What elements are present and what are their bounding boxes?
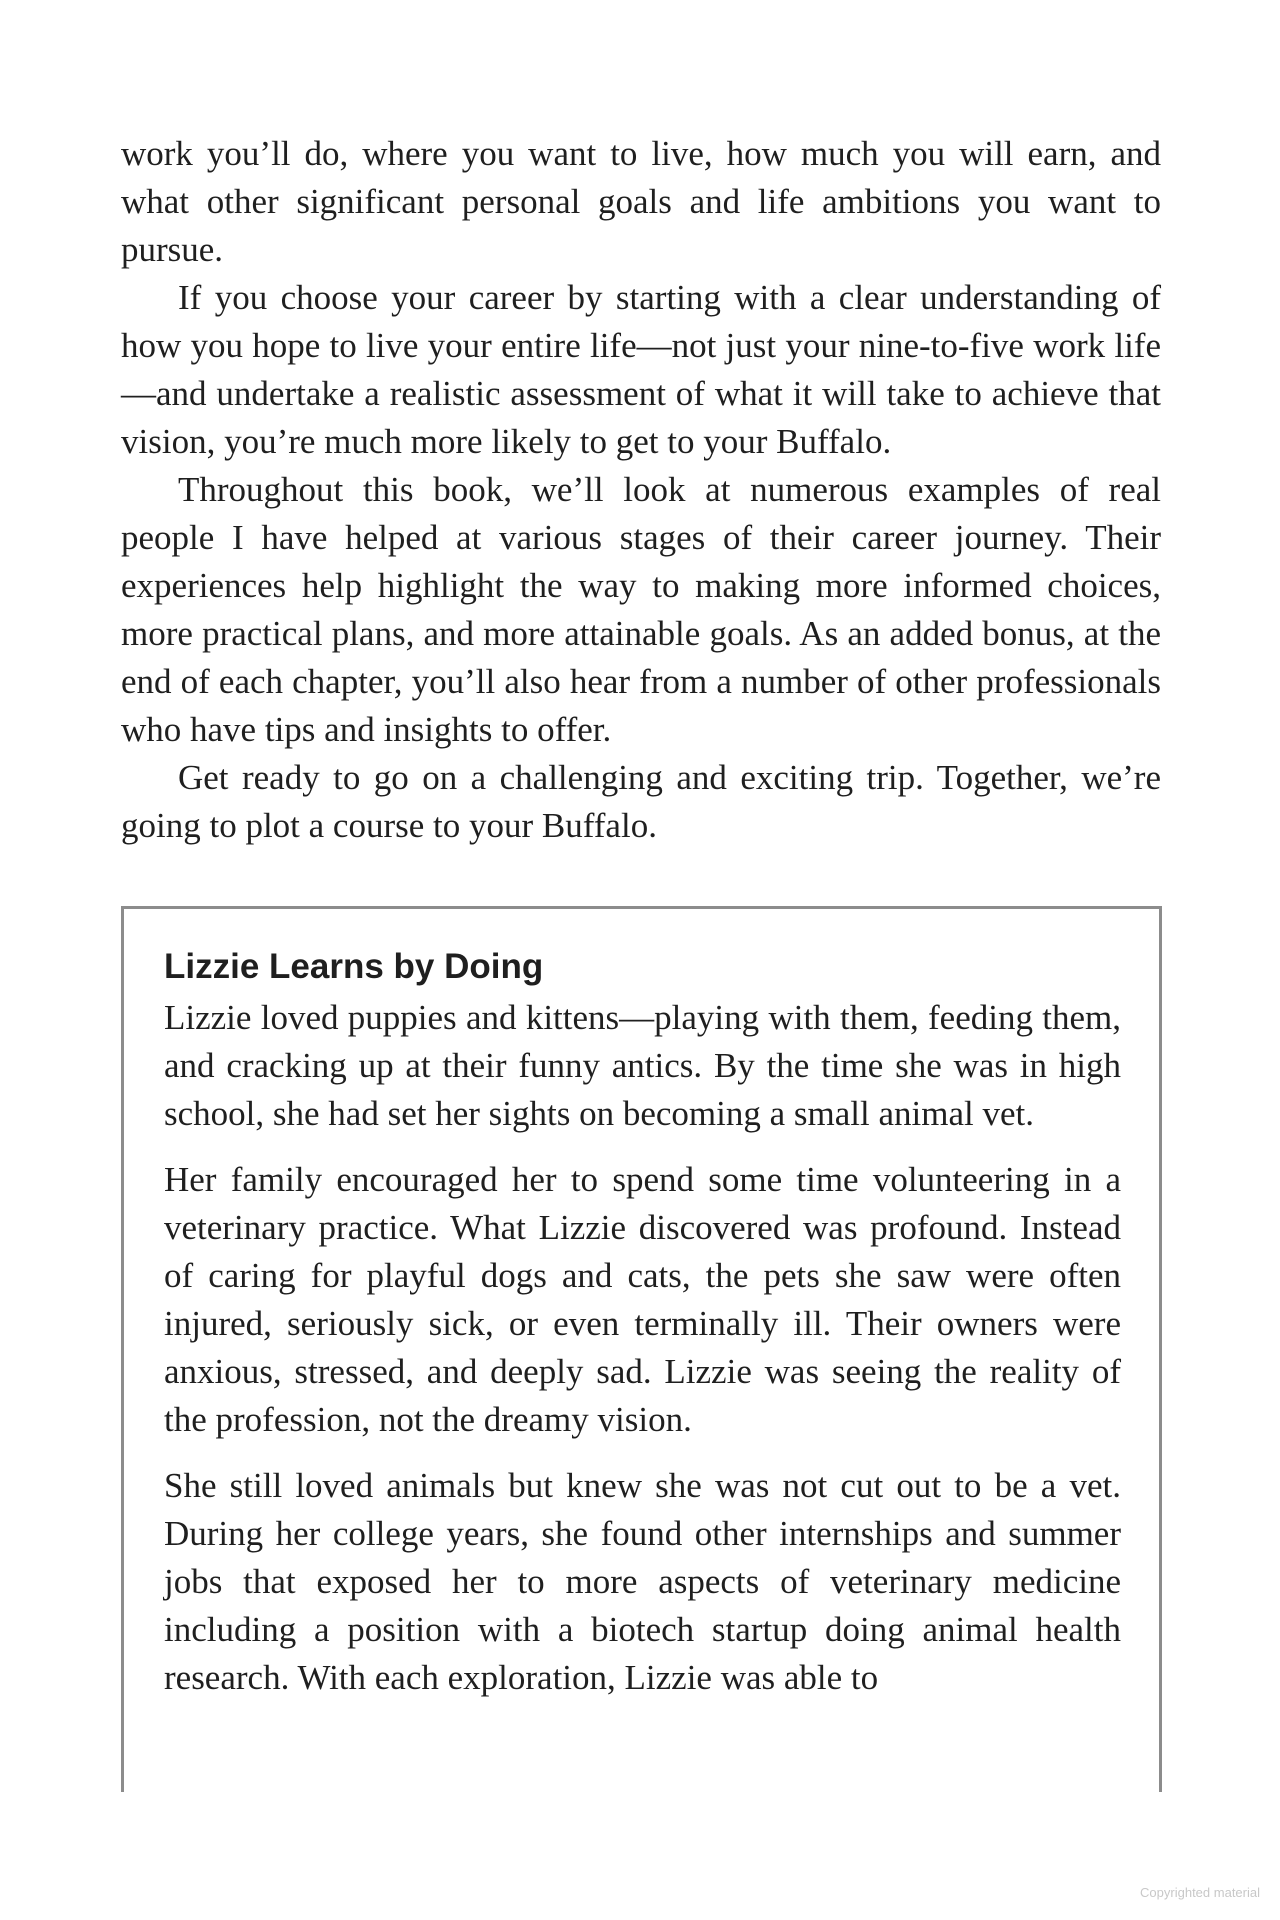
body-paragraph-2: If you choose your career by starting with a clear understanding of how you hope to live your entire life—not just your nine-to-five work life—and undertake a realistic assessment of what it will take to achieve that vision, you’re much more likely to get to your Buffalo. <box>121 278 1161 461</box>
sidebar-paragraph-2: Her family encouraged her to spend some time volunteering in a veterinary practice. What Lizzie discovered was profound. Instead of caring for playful dogs and cats, the pets she saw were often injured, seriously sick, or even terminally ill. Their owners were anxious, stressed, and deeply sad. Lizzie was seeing the reality of the profession, not the dreamy vision. <box>164 1160 1121 1439</box>
sidebar-paragraph-3: She still loved animals but knew she was not cut out to be a vet. During her college years, she found other internships and summer jobs that exposed her to more aspects of veterinary medicine including a position with a biotech startup doing animal health research. With each exploration, Lizzie was able to <box>164 1466 1121 1697</box>
body-paragraph-1: work you’ll do, where you want to live, how much you will earn, and what other significant personal goals and life ambitions you want to pursue. <box>121 134 1161 269</box>
body-paragraph-4: Get ready to go on a challenging and exciting trip. Together, we’re going to plot a course to your Buffalo. <box>121 758 1161 845</box>
body-paragraph-3: Throughout this book, we’ll look at numerous examples of real people I have helped at various stages of their career journey. Their experiences help highlight the way to making more informed choices, more practical plans, and more attainable goals. As an added bonus, at the end of each chapter, you’ll also hear from a number of other professionals who have tips and insights to offer. <box>121 470 1161 749</box>
sidebar-title: Lizzie Learns by Doing <box>164 947 544 986</box>
sidebar-content <box>164 942 1121 1720</box>
sidebar-box <box>121 906 1162 1792</box>
main-text <box>121 130 1161 850</box>
sidebar-paragraph-1: Lizzie loved puppies and kittens—playing with them, feeding them, and cracking up at their funny antics. By the time she was in high school, she had set her sights on becoming a small animal vet. <box>164 998 1121 1133</box>
copyright-watermark: Copyrighted material <box>1140 1885 1260 1900</box>
